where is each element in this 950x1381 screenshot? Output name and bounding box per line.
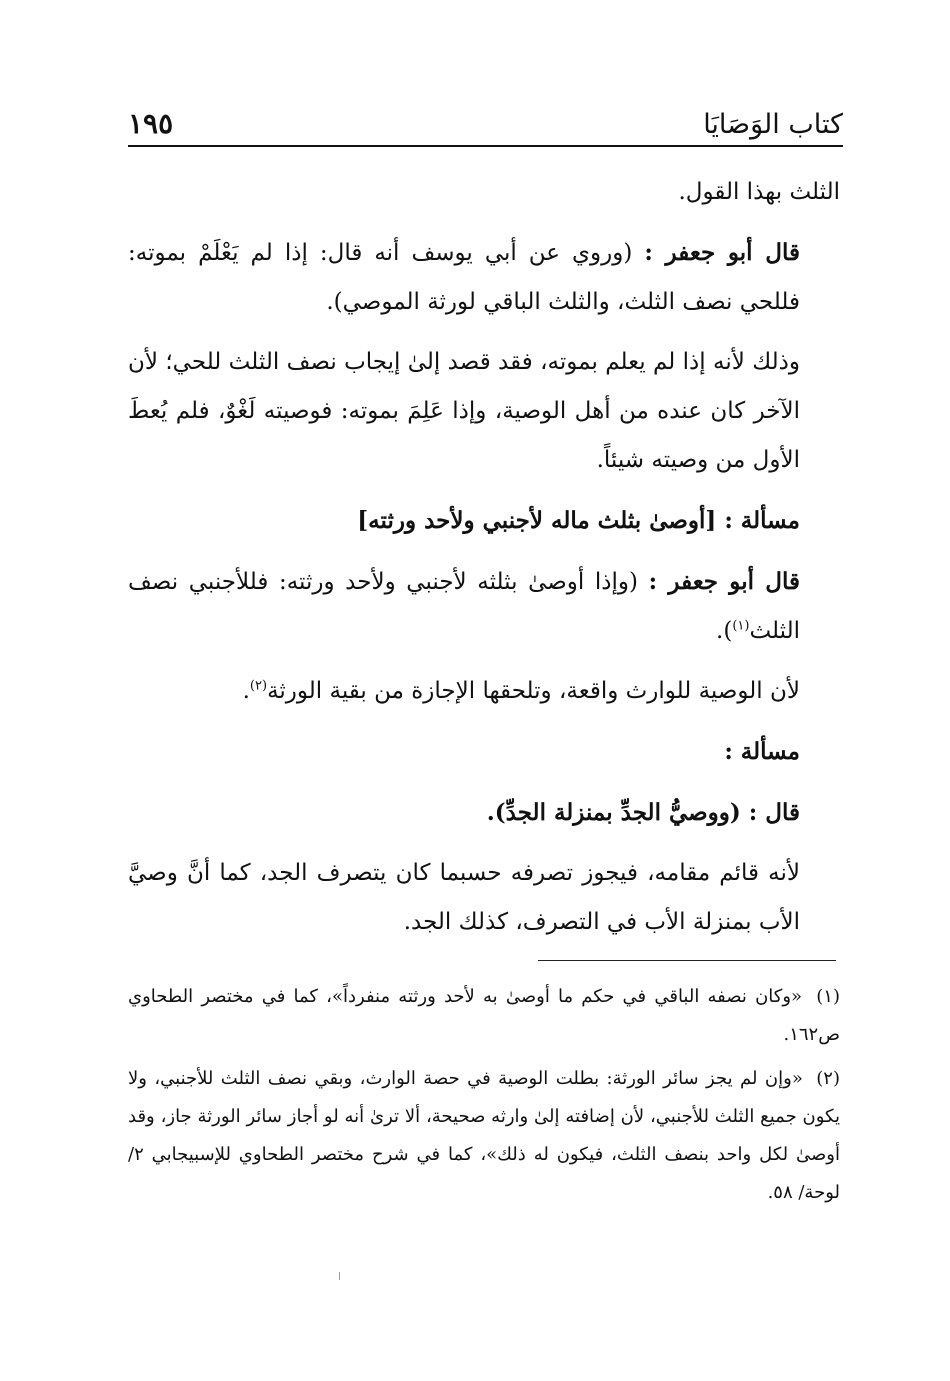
footnote-ref-2[interactable]: (٢) bbox=[249, 678, 268, 694]
footnotes bbox=[128, 978, 840, 1218]
speaker-label: قال أبو جعفر : bbox=[644, 239, 800, 266]
issue-label: مسألة : bbox=[724, 738, 800, 765]
paragraph-commentary-1 bbox=[128, 338, 840, 485]
running-title: كتاب الوَصَايَا bbox=[703, 109, 843, 140]
footnote-ref-1[interactable]: (١) bbox=[732, 618, 750, 634]
header-rule bbox=[128, 145, 843, 147]
scan-speck bbox=[339, 1272, 340, 1280]
footnote-2 bbox=[128, 1060, 840, 1212]
page-header bbox=[128, 94, 843, 140]
footnote-number: (٢) bbox=[816, 1068, 840, 1089]
issue-heading-1 bbox=[128, 496, 840, 546]
paragraph-quote-qal bbox=[128, 788, 840, 838]
issue-title: [أوصىٰ بثلث ماله لأجنبي ولأحد ورثته] bbox=[357, 507, 725, 534]
issue-label: مسألة : bbox=[724, 507, 800, 534]
paragraph-commentary-3 bbox=[128, 849, 840, 947]
paragraph-text: وذلك لأنه إذا لم يعلم بموته، فقد قصد إلىٰ إيجاب نصف الثلث للحي؛ لأن الآخر كان عنده من أهل الوصية، وإذا عَلِمَ بموته: فوصيته لَغْوٌ، فلم يُعطَ الأول من وصيته شيئاً. bbox=[128, 349, 800, 473]
paragraph-continuation bbox=[128, 168, 840, 217]
paragraph-quote-abu-jafar-2 bbox=[128, 557, 840, 656]
footnote-text: «وكان نصفه الباقي في حكم ما أوصىٰ به لأحد ورثته منفرداً»، كما في مختصر الطحاوي ص١٦٢. bbox=[128, 986, 840, 1045]
footnote-separator bbox=[538, 960, 836, 961]
paragraph-text: لأنه قائم مقامه، فيجوز تصرفه حسبما كان يتصرف الجد، كما أنَّ وصيَّ الأب بمنزلة الأب في التصرف، كذلك الجد. bbox=[128, 860, 800, 935]
footnote-number: (١) bbox=[816, 986, 840, 1007]
quote-text: (وإذا أوصىٰ بثلثه لأجنبي ولأحد ورثته: فللأجنبي نصف الثلث bbox=[128, 569, 800, 644]
sentence-end: . bbox=[242, 678, 250, 704]
main-text bbox=[128, 168, 840, 958]
quote-close: ). bbox=[716, 618, 733, 644]
speaker-label: قال : bbox=[748, 799, 800, 826]
quote-text: (ووصيُّ الجدِّ بمنزلة الجدِّ). bbox=[486, 799, 749, 826]
paragraph-commentary-2 bbox=[128, 667, 840, 716]
footnote-text: «وإن لم يجز سائر الورثة: بطلت الوصية في حصة الوارث، وبقي نصف الثلث للأجنبي، ولا يكون جميع الثلث للأجنبي، لأن إضافته إلىٰ وارثه صحيحة، ألا ترىٰ أنه لو أجاز سائر الورثة جاز، وقد أوصىٰ لكل واحد بنصف الثلث، فيكون له ذلك»، كما في شرح مختصر الطحاوي للإسبيجابي ٢/ لوحة/ ٥٨. bbox=[128, 1068, 840, 1203]
speaker-label: قال أبو جعفر : bbox=[648, 568, 800, 595]
footnote-1 bbox=[128, 978, 840, 1054]
page-number: ١٩٥ bbox=[128, 107, 174, 140]
paragraph-text: الثلث بهذا القول. bbox=[678, 179, 840, 205]
quote-text: (وروي عن أبي يوسف أنه قال: إذا لم يَعْلَمْ بموته: فللحي نصف الثلث، والثلث الباقي لورثة الموصي). bbox=[128, 240, 800, 315]
paragraph-quote-abu-jafar-1 bbox=[128, 228, 840, 327]
issue-heading-2 bbox=[128, 727, 840, 777]
paragraph-text: لأن الوصية للوارث واقعة، وتلحقها الإجازة من بقية الورثة bbox=[267, 678, 800, 704]
